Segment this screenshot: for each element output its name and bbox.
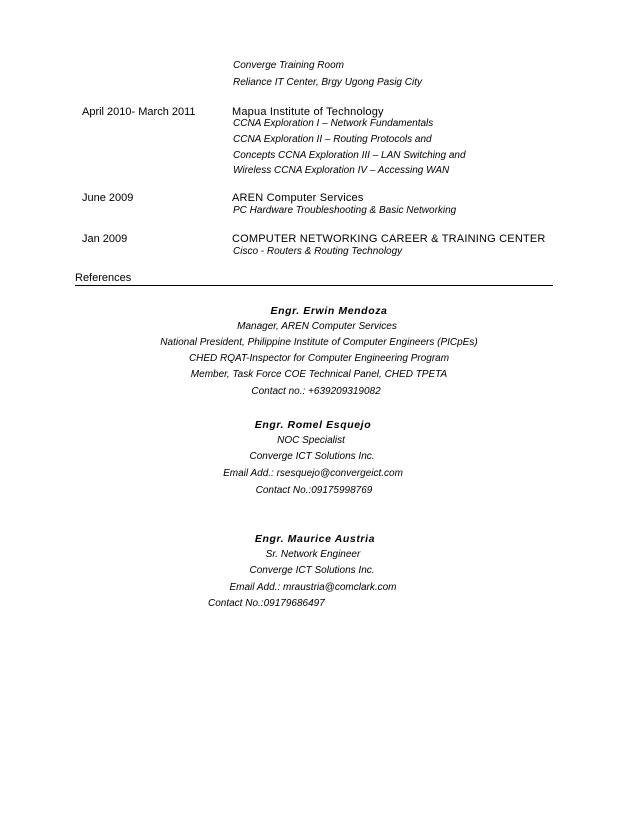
reference-detail: National President, Philippine Institute of Computer Engineers (PICpEs) [160,337,478,348]
reference-name: Engr. Romel Esquejo [254,419,372,431]
education-date: Jan 2009 [82,233,128,245]
course-line: Concepts CCNA Exploration III – LAN Switching and [233,150,466,161]
education-date: June 2009 [82,192,134,204]
education-institution: Mapua Institute of Technology [232,106,384,118]
section-divider [75,285,553,286]
reference-detail: Contact no.: +639209319082 [251,386,381,397]
reference-detail: Converge ICT Solutions Inc. [249,451,375,462]
education-institution: AREN Computer Services [232,192,364,204]
education-institution: COMPUTER NETWORKING CAREER & TRAINING CENTER [232,233,546,245]
reference-detail: CHED RQAT-Inspector for Computer Engineering Program [188,353,450,364]
reference-detail: Manager, AREN Computer Services [237,321,397,332]
reference-detail: Member, Task Force COE Technical Panel, CHED TPETA [190,369,448,380]
reference-detail: Sr. Network Engineer [265,549,361,560]
reference-detail: Contact No.:09179686497 [208,598,325,609]
course-line: CCNA Exploration II – Routing Protocols and [233,134,432,145]
course-line: Wireless CCNA Exploration IV – Accessing WAN [233,165,450,176]
reference-detail: Converge ICT Solutions Inc. [249,565,375,576]
references-heading: References [75,272,132,284]
reference-detail: Email Add.: rsesquejo@convergeict.com [223,468,403,479]
reference-detail: Email Add.: mraustria@comclark.com [229,582,397,593]
course-line: Reliance IT Center, Brgy Ugong Pasig City [233,77,422,88]
reference-detail: Contact No.:09175998769 [255,485,373,496]
course-line: Converge Training Room [233,60,344,71]
reference-name: Engr. Maurice Austria [254,533,376,545]
course-line: CCNA Exploration I – Network Fundamentals [233,118,434,129]
course-line: PC Hardware Troubleshooting & Basic Networking [233,205,457,216]
reference-detail: NOC Specialist [277,435,345,446]
education-date: April 2010- March 2011 [82,106,196,118]
reference-name: Engr. Erwin Mendoza [270,305,388,317]
course-line: Cisco - Routers & Routing Technology [233,246,403,257]
